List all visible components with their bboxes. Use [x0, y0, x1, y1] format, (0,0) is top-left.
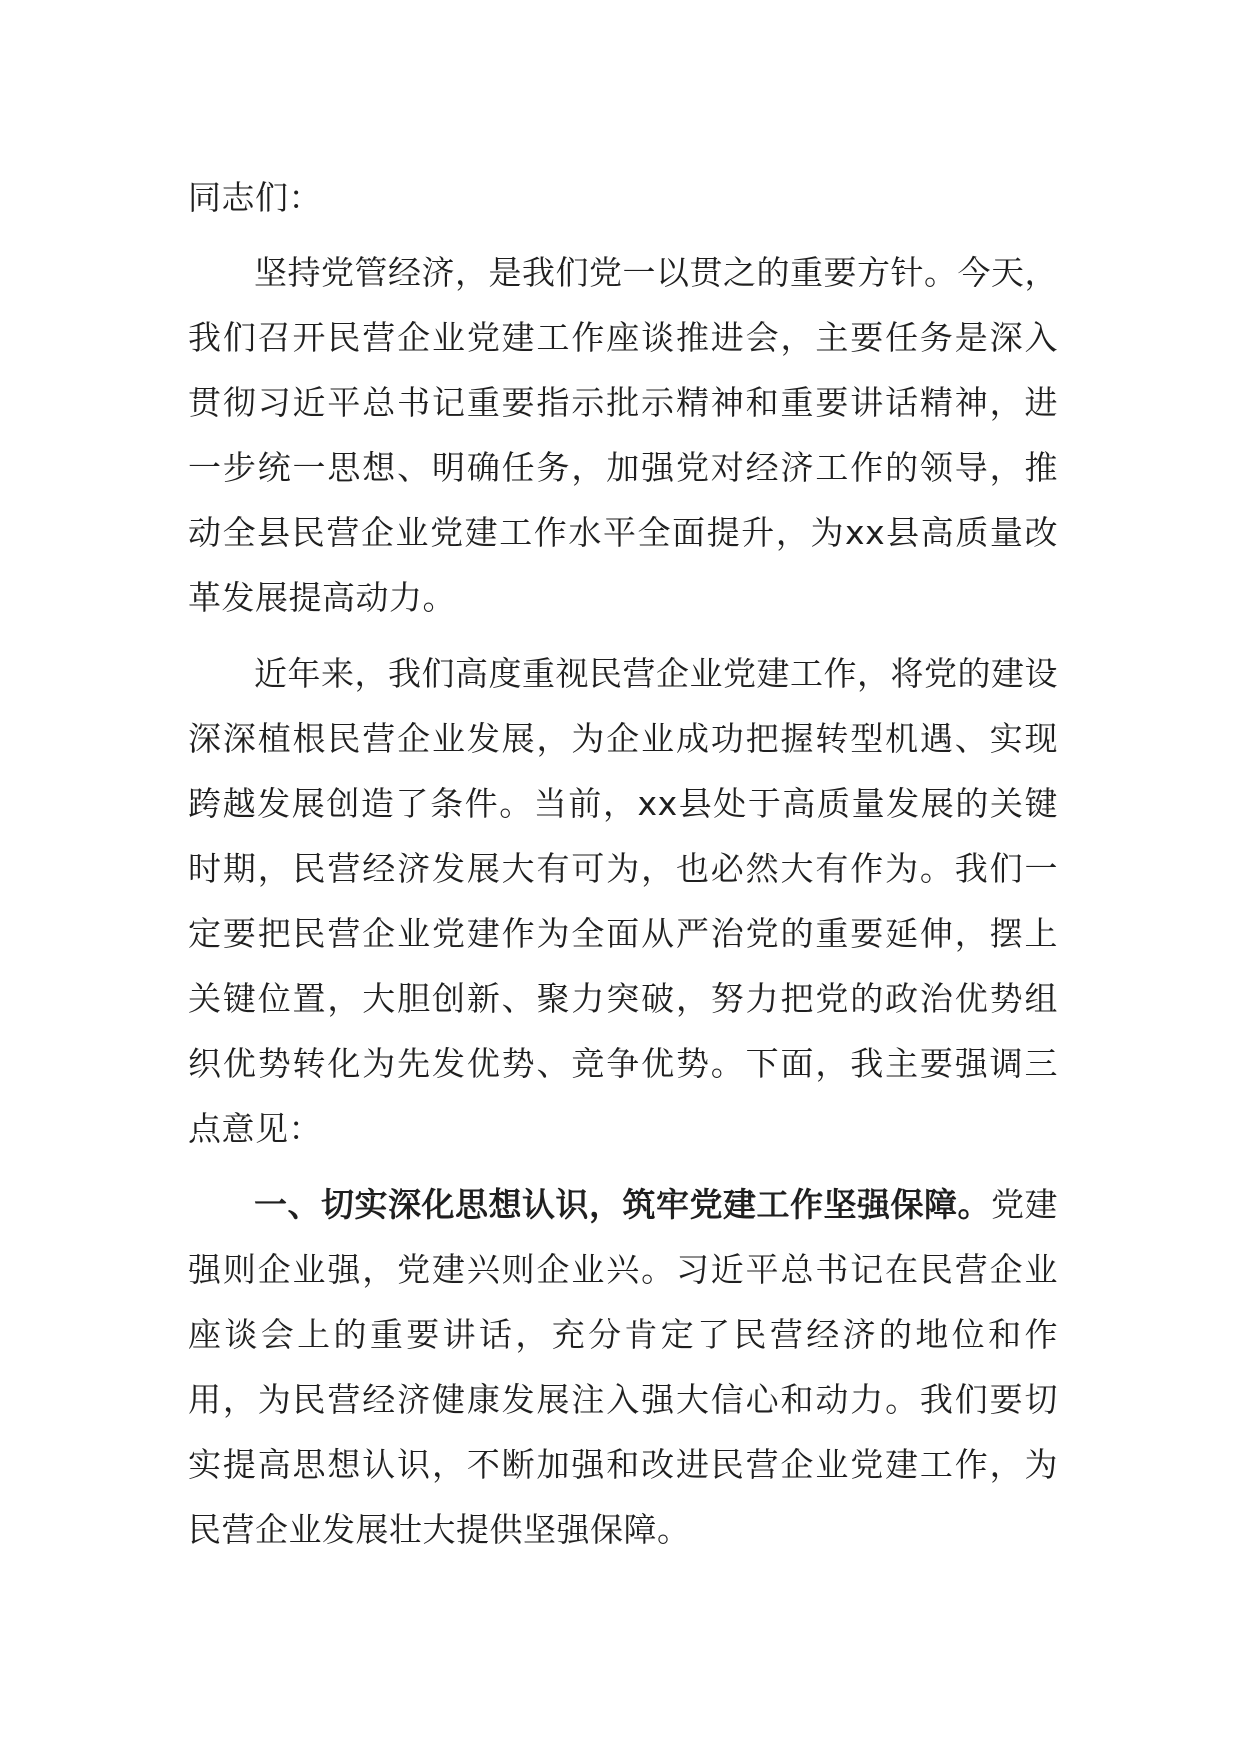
paragraph-opening	[188, 240, 1058, 630]
paragraph-text: 党建强则企业强，党建兴则企业兴。习近平总书记在民营企业座谈会上的重要讲话，充分肯定了民营经济的地位和作用，为民营经济健康发展注入强大信心和动力。我们要切实提高思想认识，不断加强和改进民营企业党建工作，为民营企业发展壮大提供坚强保障。	[188, 1185, 1058, 1549]
salutation: 同志们：	[188, 178, 322, 217]
speech-body	[188, 165, 1058, 1573]
paragraph-background	[188, 641, 1058, 1161]
paragraph-text: 近年来，我们高度重视民营企业党建工作，将党的建设深深植根民营企业发展，为企业成功把握转型机遇、实现跨越发展创造了条件。当前，xx县处于高质量发展的关键时期，民营经济发展大有可为，也必然大有作为。我们一定要把民营企业党建作为全面从严治党的重要延伸，摆上关键位置，大胆创新、聚力突破，努力把党的政治优势组织优势转化为先发优势、竞争优势。下面，我主要强调三点意见：	[188, 654, 1058, 1148]
paragraph-point-one	[188, 1172, 1058, 1562]
paragraph-text: 坚持党管经济，是我们党一以贯之的重要方针。今天，我们召开民营企业党建工作座谈推进会，主要任务是深入贯彻习近平总书记重要指示批示精神和重要讲话精神，进一步统一思想、明确任务，加强党对经济工作的领导，推动全县民营企业党建工作水平全面提升，为xx县高质量改革发展提高动力。	[188, 253, 1058, 617]
section-heading: 一、切实深化思想认识，筑牢党建工作坚强保障。	[254, 1185, 991, 1224]
